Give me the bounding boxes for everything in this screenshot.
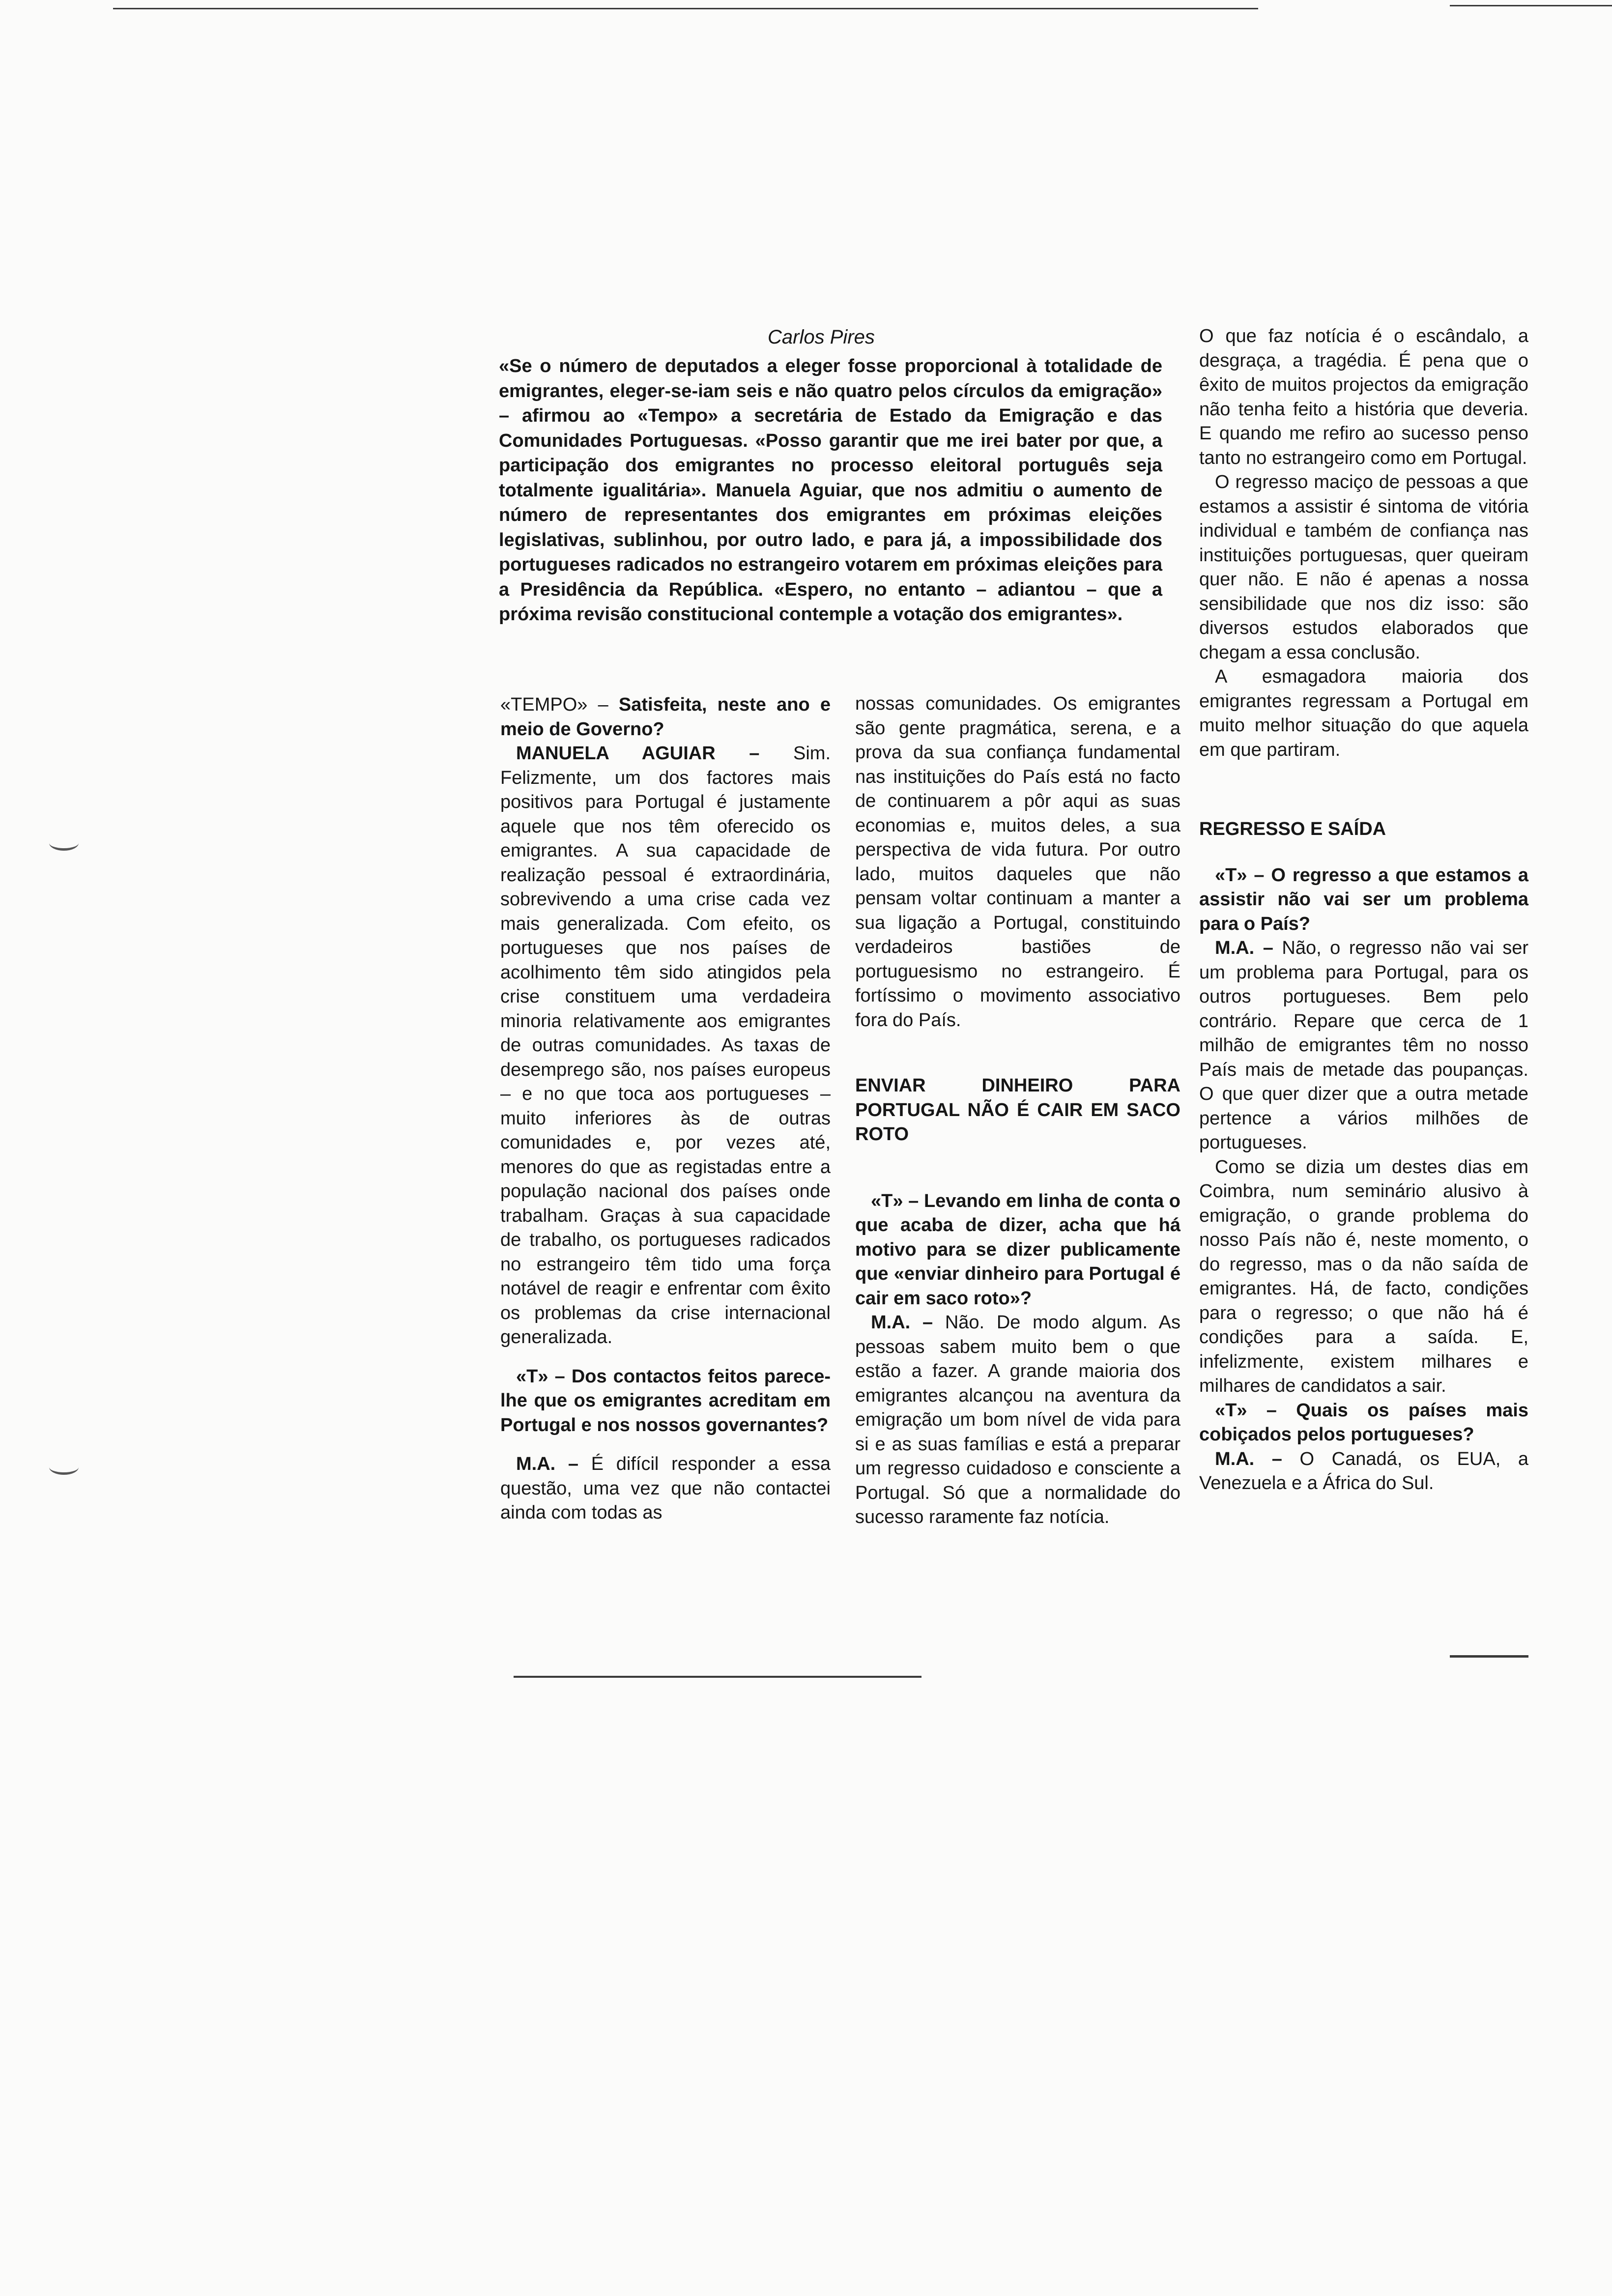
question-2: «T» – Dos contactos feitos parece-lhe que os emigrantes acreditam em Portugal e nos nossos governantes? [500,1366,831,1435]
column-middle [855,692,1180,1530]
subheading-enviar-dinheiro: ENVIAR DINHEIRO PARA PORTUGAL NÃO É CAIR EM SACO ROTO [855,1075,1180,1145]
answer-5 [1199,1447,1528,1496]
column-right [1199,324,1528,1496]
bottom-rule-right [1450,1655,1528,1658]
answer-2-text: É difícil responder a essa questão, uma vez que não contactei ainda com todas as [500,1454,831,1523]
answer-1-text: Sim. Felizmente, um dos factores mais positivos para Portugal é justamente aquele que nos têm oferecido os emigrantes. A sua capacidade de realização pessoal é extraordinária, sobrevivendo a uma crise cada vez mais generalizada. Com efeito, os portugueses que nos países de acolhimento têm sido atingidos pela crise constituem uma verdadeira minoria relativamente aos emigrantes de outras comunidades. As taxas de desemprego são, nos países europeus – e no que toca aos portugueses – muito inferiores às de outras comunidades e, por vezes até, menores do que as registadas entre a população nacional dos países onde trabalham. Graças à sua capacidade de trabalho, os portugueses radicados no estrangeiro têm tido uma força notável de reagir e enfrentar com êxito os problemas da crise internacional generalizada. [500,743,831,1348]
paragraph-1: O que faz notícia é o escândalo, a desgraça, a tragédia. É pena que o êxito de muitos projectos da emigração não tenha feito a história que deveria. E quando me refiro ao sucesso penso tanto no estrangeiro como em Portugal. [1199,326,1528,468]
answer-3 [855,1311,1180,1530]
paragraph-3: A esmagadora maioria dos emigrantes regressam a Portugal em muito melhor situação do que aquela em que partiram. [1199,666,1528,760]
punch-hole-mark-upper [49,835,79,851]
column-left [500,693,831,1525]
subheading-regresso-saida: REGRESSO E SAÍDA [1199,819,1386,839]
top-edge-rule [113,8,1258,9]
answer-1 [500,742,831,1350]
lead-paragraph: «Se o número de deputados a eleger fosse proporcional à totalidade de emigrantes, eleger-se-iam seis e não quatro pelos círculos da emigração» – afirmou ao «Tempo» a secretária de Estado da Emigração e das Comunidades Portuguesas. «Posso garantir que me irei bater por que, a participação dos emigrantes no processo eleitoral português seja totalmente igualitária». Manuela Aguiar, que nos admitiu o aumento de número de representantes dos emigrantes em próximas eleições legislativas, sublinhou, por outro lado, e para já, a impossibilidade dos portugueses radicados no estrangeiro votarem em próximas eleições para a Presidência da República. «Espero, no entanto – adiantou – que a próxima revisão constitucional contemple a votação dos emigrantes». [499,356,1162,625]
answer-4 [1199,936,1528,1155]
question-1-lead: «TEMPO» – [500,694,619,715]
answer-4-text: Não, o regresso não vai ser um problema para Portugal, para os outros portugueses. Bem pelo contrário. Repare que cerca de 1 milhão de emigrantes têm no nosso País mais de metade das poupanças. O que quer dizer que a outra metade pertence a vários milhões de portugueses. [1199,938,1528,1153]
top-edge-rule-right [1450,5,1612,6]
answer-3-speaker: M.A. – [871,1312,945,1333]
question-5: «T» – Quais os países mais cobiçados pelos portugueses? [1199,1400,1528,1445]
answer-5-text: O Canadá, os EUA, a Venezuela e a África do Sul. [1199,1448,1528,1493]
answer-5-speaker: M.A. – [1215,1448,1300,1469]
answer-1-speaker: MANUELA AGUIAR – [516,743,793,764]
answer-2-speaker: M.A. – [516,1454,591,1474]
paragraph-continuation: nossas comunidades. Os emigrantes são gente pragmática, serena, e a prova da sua confiança fundamental nas instituições do País está no facto de continuarem a pôr aqui as suas economias e, muitos deles, a sua perspectiva de vida futura. Por outro lado, muitos daqueles que não pensam voltar continuam a manter a sua ligação a Portugal, constituindo verdadeiros bastiões de portuguesismo no estrangeiro. É fortíssimo o movimento associativo fora do País. [855,693,1180,1031]
answer-3-text: Não. De modo algum. As pessoas sabem muito bem o que estão a fazer. A grande maioria dos emigrantes alcançou na aventura da emigração um bom nível de vida para si e as suas famílias e está a preparar um regresso cuidadoso e consciente a Portugal. Só que a normalidade do sucesso raramente faz notícia. [855,1312,1180,1527]
question-1 [500,693,831,742]
question-4: «T» – O regresso a que estamos a assistir não vai ser um problema para o País? [1199,864,1528,934]
bottom-rule-left [514,1676,921,1678]
question-3: «T» – Levando em linha de conta o que acaba de dizer, acha que há motivo para se dizer publicamente que «enviar dinheiro para Portugal é cair em saco roto»? [855,1190,1180,1309]
paragraph-4: Como se dizia um destes dias em Coimbra, num seminário alusivo à emigração, o grande problema do nosso País não é, neste momento, o do regresso, mas o da não saída de emigrantes. Há, de facto, condições para o regresso; o que não há é condições para a saída. E, infelizmente, existem milhares e milhares de candidatos a sair. [1199,1156,1528,1396]
question-1-text: Satisfeita, neste ano e meio de Governo? [500,694,831,740]
answer-2 [500,1452,831,1525]
byline: Carlos Pires [768,326,875,348]
paragraph-2: O regresso maciço de pessoas a que estamos a assistir é sintoma de vitória individual e também de confiança nas instituições portuguesas, quer queiram quer não. E não é apenas a nossa sensibilidade que nos diz isso: são diversos estudos elaborados que chegam a essa conclusão. [1199,472,1528,663]
answer-4-speaker: M.A. – [1215,938,1282,958]
punch-hole-mark-lower [49,1460,79,1475]
